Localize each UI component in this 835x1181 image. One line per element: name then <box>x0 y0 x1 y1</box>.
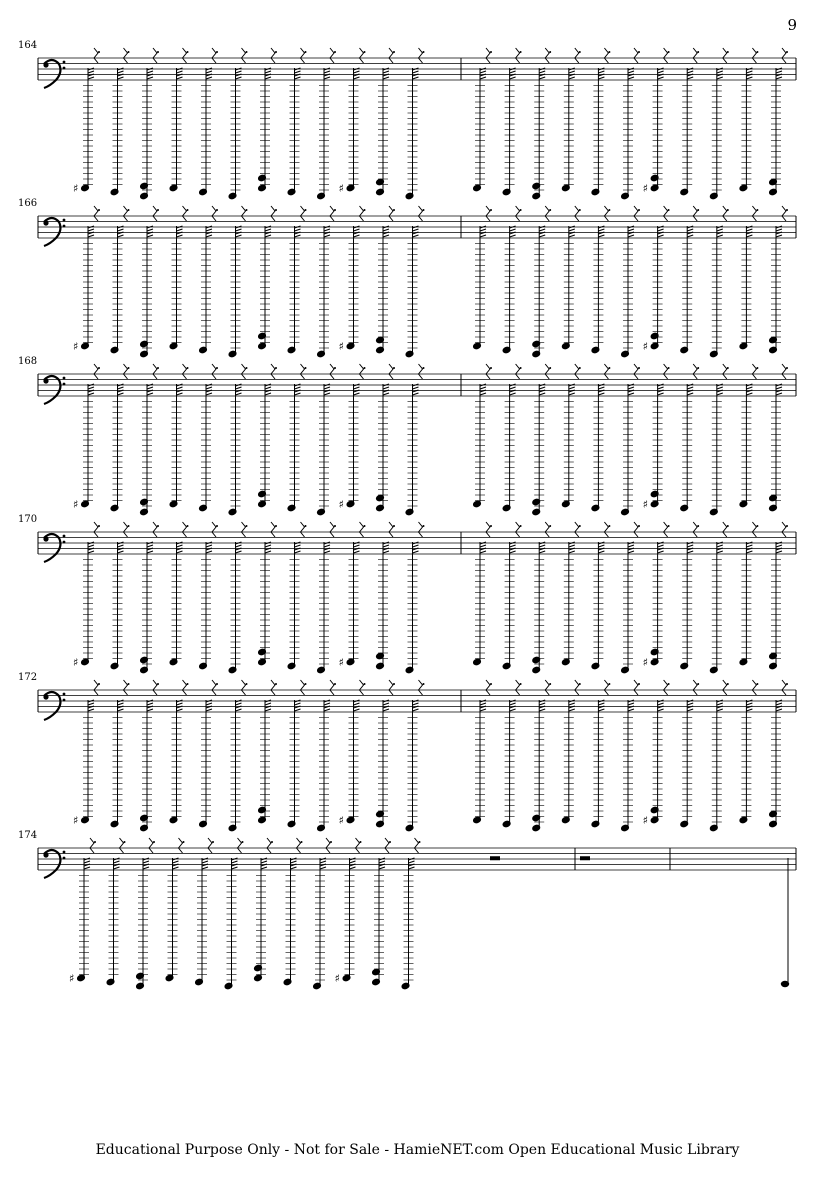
note <box>738 206 758 350</box>
staff-system <box>18 672 796 832</box>
staff-system <box>18 40 796 200</box>
sharp-icon: ♯ <box>338 498 344 511</box>
note <box>590 48 610 196</box>
staff-system <box>18 198 796 358</box>
note <box>502 522 522 670</box>
footer-text: Educational Purpose Only - Not for Sale - HamieNET.com Open Educational Music Library <box>95 1142 740 1158</box>
note <box>620 206 640 358</box>
note <box>404 522 424 674</box>
note <box>400 838 420 990</box>
note <box>375 680 395 828</box>
measure-number: 164 <box>18 40 38 51</box>
note <box>257 364 277 508</box>
note <box>679 48 699 196</box>
sharp-icon: ♯ <box>334 972 340 985</box>
note <box>643 206 670 353</box>
note <box>139 680 159 832</box>
note <box>679 364 699 512</box>
sharp-icon: ♯ <box>642 182 648 195</box>
note <box>286 680 306 828</box>
sharp-icon: ♯ <box>642 340 648 353</box>
note <box>643 48 670 195</box>
sharp-icon: ♯ <box>642 656 648 669</box>
bass-clef-icon <box>43 850 65 878</box>
note <box>371 838 391 986</box>
sharp-icon: ♯ <box>69 972 75 985</box>
note <box>339 680 366 827</box>
note <box>168 48 188 192</box>
note <box>620 522 640 674</box>
note <box>227 364 247 516</box>
note <box>316 364 336 516</box>
note <box>339 522 366 669</box>
note <box>502 206 522 354</box>
note <box>73 206 100 353</box>
sharp-icon: ♯ <box>338 182 344 195</box>
note <box>561 364 581 508</box>
note <box>768 522 788 670</box>
page-number: 9 <box>787 16 797 34</box>
note <box>531 522 551 674</box>
note <box>286 522 306 670</box>
note <box>168 364 188 508</box>
note <box>768 48 788 196</box>
note <box>139 206 159 358</box>
bass-clef-icon <box>43 60 65 88</box>
note <box>286 364 306 512</box>
note <box>135 838 155 990</box>
sharp-icon: ♯ <box>642 498 648 511</box>
note <box>531 48 551 200</box>
note <box>286 48 306 196</box>
bass-clef-icon <box>43 376 65 404</box>
note <box>502 680 522 828</box>
sharp-icon: ♯ <box>73 182 79 195</box>
note <box>253 838 273 982</box>
rest <box>580 856 590 860</box>
note <box>109 522 129 670</box>
note <box>709 522 729 674</box>
note <box>109 48 129 196</box>
note <box>168 522 188 666</box>
note <box>590 206 610 354</box>
note <box>709 364 729 516</box>
note <box>781 981 789 987</box>
note <box>375 522 395 670</box>
note <box>286 206 306 354</box>
sharp-icon: ♯ <box>338 814 344 827</box>
note <box>139 364 159 516</box>
bass-clef-icon <box>43 218 65 246</box>
note <box>257 48 277 192</box>
note <box>282 838 302 986</box>
sharp-icon: ♯ <box>73 656 79 669</box>
note <box>109 364 129 512</box>
note <box>679 206 699 354</box>
sharp-icon: ♯ <box>73 340 79 353</box>
sharp-icon: ♯ <box>73 814 79 827</box>
note <box>73 680 100 827</box>
note <box>335 838 362 985</box>
measure-number: 168 <box>18 356 38 367</box>
note <box>768 364 788 512</box>
note <box>69 838 96 985</box>
note <box>472 522 492 666</box>
note <box>561 206 581 350</box>
staff-system <box>18 514 796 674</box>
note <box>73 364 100 511</box>
note <box>109 206 129 354</box>
note <box>643 364 670 511</box>
sharp-icon: ♯ <box>73 498 79 511</box>
note <box>316 522 336 674</box>
note <box>73 48 100 195</box>
note <box>472 206 492 350</box>
note <box>227 206 247 358</box>
note <box>561 48 581 192</box>
note <box>257 206 277 350</box>
note <box>620 48 640 200</box>
sharp-icon: ♯ <box>338 656 344 669</box>
measure-number: 170 <box>18 514 38 525</box>
note <box>375 48 395 196</box>
note <box>404 680 424 832</box>
note <box>198 680 218 828</box>
measure-number: 174 <box>18 830 38 841</box>
note <box>227 48 247 200</box>
note <box>679 680 699 828</box>
note <box>257 522 277 666</box>
note <box>168 206 188 350</box>
note <box>139 48 159 200</box>
note <box>404 48 424 200</box>
sharp-icon: ♯ <box>338 340 344 353</box>
note <box>738 364 758 508</box>
note <box>643 522 670 669</box>
note <box>168 680 188 824</box>
note <box>502 364 522 512</box>
note <box>472 364 492 508</box>
note <box>404 206 424 358</box>
note <box>472 680 492 824</box>
measure-number: 166 <box>18 198 38 209</box>
note <box>339 48 366 195</box>
note <box>109 680 129 828</box>
note <box>316 680 336 832</box>
note <box>227 522 247 674</box>
note <box>198 206 218 354</box>
note <box>643 680 670 827</box>
note <box>472 48 492 192</box>
note <box>312 838 332 990</box>
note <box>105 838 125 986</box>
note <box>198 364 218 512</box>
note <box>768 680 788 828</box>
note <box>738 522 758 666</box>
note <box>339 364 366 511</box>
note <box>316 48 336 200</box>
staff-system <box>18 830 796 990</box>
note <box>620 680 640 832</box>
note <box>561 680 581 824</box>
note <box>709 206 729 358</box>
note <box>164 838 184 982</box>
note <box>198 48 218 196</box>
note <box>223 838 243 990</box>
note <box>768 206 788 354</box>
note <box>590 680 610 828</box>
note <box>738 680 758 824</box>
note <box>502 48 522 196</box>
note <box>316 206 336 358</box>
note <box>531 364 551 516</box>
note <box>561 522 581 666</box>
note <box>531 680 551 832</box>
sharp-icon: ♯ <box>642 814 648 827</box>
rest <box>490 856 500 860</box>
note <box>375 364 395 512</box>
note <box>139 522 159 674</box>
note <box>257 680 277 824</box>
note <box>404 364 424 516</box>
note <box>339 206 366 353</box>
note <box>709 680 729 832</box>
bass-clef-icon <box>43 534 65 562</box>
note <box>709 48 729 200</box>
note <box>738 48 758 192</box>
note <box>590 364 610 512</box>
note <box>227 680 247 832</box>
note <box>620 364 640 516</box>
note <box>73 522 100 669</box>
bass-clef-icon <box>43 692 65 720</box>
staff-system <box>18 356 796 516</box>
note <box>590 522 610 670</box>
note <box>531 206 551 358</box>
note <box>194 838 214 986</box>
note <box>679 522 699 670</box>
note <box>375 206 395 354</box>
note <box>198 522 218 670</box>
measure-number: 172 <box>18 672 38 683</box>
